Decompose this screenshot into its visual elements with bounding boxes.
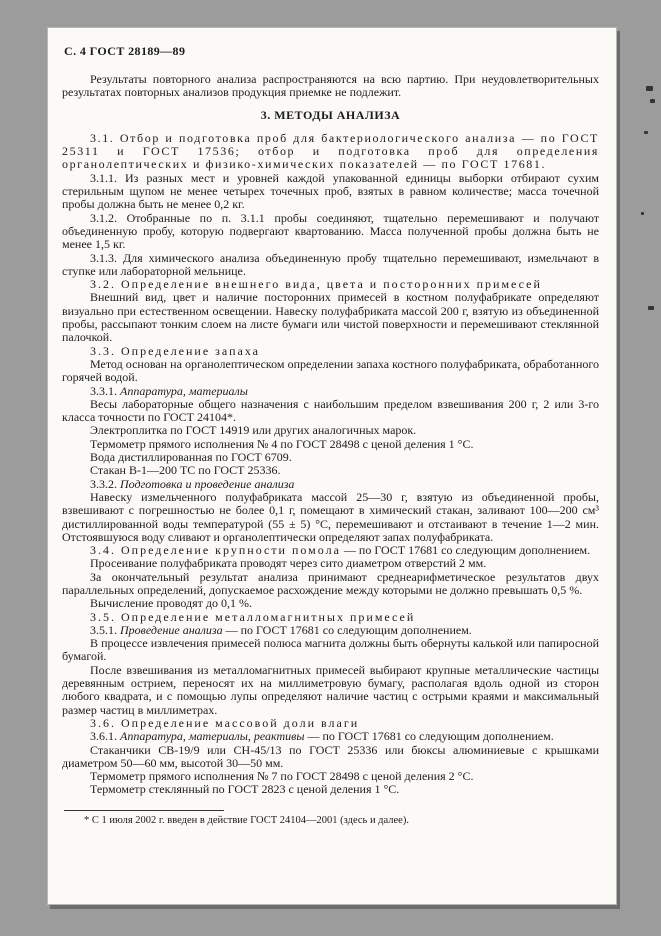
text-segment: 3. МЕТОДЫ АНАЛИЗА	[260, 107, 401, 122]
text-segment: Вода дистиллированная по ГОСТ 6709.	[90, 450, 292, 465]
text-segment: 3.6. Определение массовой доли влаги	[90, 715, 360, 730]
para-3-3-body	[62, 358, 599, 385]
text-segment: 3.2. Определение внешнего вида, цвета и посторонних примесей	[90, 277, 542, 292]
text-segment: Термометр прямого исполнения № 4 по ГОСТ 28498 с ценой деления 1 °С.	[90, 436, 474, 451]
text-segment: Электроплитка по ГОСТ 14919 или других аналогичных марок.	[90, 423, 417, 438]
para-water	[62, 451, 599, 464]
text-segment: 3.1.1. Из разных мест и уровней каждой упакованной единицы выборки отбирают сухим стерильным щупом не менее четырех точечных проб, взятых в равном количестве; масса точечной пробы должна быть не менее 0,2 кг.	[62, 170, 599, 212]
page-header: С. 4 ГОСТ 28189—89	[64, 44, 186, 58]
para-thermometer-4	[62, 438, 599, 451]
section-heading	[62, 109, 599, 122]
document-body	[62, 73, 599, 797]
para-3-3-heading	[62, 345, 599, 358]
para-cups	[62, 744, 599, 771]
para-3-2-heading	[62, 278, 599, 291]
text-segment: 3.6.1.	[90, 729, 120, 744]
footnote-rule	[64, 810, 224, 811]
text-segment: Аппаратура, материалы, реактивы	[120, 729, 305, 744]
text-segment: 3.4. Определение крупности помола	[90, 543, 341, 558]
para-3-1-1	[62, 172, 599, 212]
text-segment: Вычисление проводят до 0,1 %.	[90, 596, 252, 611]
para-3-1	[62, 132, 599, 172]
scan-artifact	[648, 306, 654, 310]
para-3-5-heading	[62, 611, 599, 624]
scan-artifact	[650, 99, 655, 103]
text-segment: — по ГОСТ 17681 со следующим дополнением.	[304, 729, 554, 744]
footnote	[64, 810, 599, 827]
scan-artifact	[646, 86, 653, 91]
para-thermometer-glass	[62, 783, 599, 796]
text-segment: Метод основан на органолептическом определении запаха костного полуфабриката, обработанного горячей водой.	[62, 356, 599, 385]
text-segment: 3.5.1.	[90, 622, 120, 637]
para-results	[62, 73, 599, 100]
para-3-6-1	[62, 730, 599, 743]
text-segment: Навеску измельченного полуфабриката массой 25—30 г, взятую из объединенной пробы, взвешивают с погрешностью не более 0,1 г, помещают в химический стакан, заливают 100—200 см³ дистиллированной воды температурой (55 ± 5) °С, перемешивают и отстаивают в течение 1—2 мин. Отстоявшуюся воду сливают и органолептически определяют запах полуфабриката.	[62, 489, 599, 544]
para-3-1-3	[62, 252, 599, 279]
text-segment: 3.1. Отбор и подготовка проб для бактериологического анализа — по ГОСТ 25311 и ГОСТ 17536; отбор и подготовка проб для определения органолептических и физико-химических показателей — по ГОСТ 17681.	[62, 130, 599, 172]
text-segment: После взвешивания из металломагнитных примесей выбирают крупные металлические частицы деревянным острием, переносят их на миллиметровую бумагу, располагая вдоль одной из сторон любого квадрата, и с помощью лупы определяют наличие частиц с острыми краями и максимальный размер частиц в миллиметрах.	[62, 662, 599, 717]
para-sieving	[62, 557, 599, 570]
scan-artifact	[644, 131, 648, 134]
text-segment: Весы лабораторные общего назначения с наибольшим пределом взвешивания 200 г, 2 или 3-го класса точности по ГОСТ 24104*.	[62, 396, 599, 425]
text-segment: 3.3. Определение запаха	[90, 343, 260, 358]
para-3-3-1	[62, 385, 599, 398]
para-3-1-2	[62, 212, 599, 252]
para-3-2-body	[62, 291, 599, 344]
text-segment: Подготовка и проведение анализа	[120, 476, 295, 491]
para-final-result	[62, 571, 599, 598]
text-segment: — по ГОСТ 17681 со следующим дополнением.	[340, 543, 591, 558]
document-page	[47, 27, 617, 905]
text-segment: Результаты повторного анализа распространяются на всю партию. При неудовлетворительных результатах повторных анализов продукция приемке не подлежит.	[62, 72, 599, 100]
text-segment: Термометр прямого исполнения № 7 по ГОСТ 28498 с ценой деления 2 °С.	[90, 769, 474, 784]
text-segment: 3.1.3. Для химического анализа объединенную пробу тщательно перемешивают, измельчают в ступке или лабораторной мельнице.	[62, 250, 599, 278]
text-segment: Стаканчики СВ-19/9 или СН-45/13 по ГОСТ 25336 или бюксы алюминиевые с крышками диаметром 50—60 мм, высотой 30—50 мм.	[62, 742, 599, 770]
para-hotplate	[62, 424, 599, 437]
para-3-6-heading	[62, 717, 599, 730]
para-3-4	[62, 544, 599, 557]
text-segment: 3.1.2. Отобранные по п. 3.1.1 пробы соединяют, тщательно перемешивают и получают объединенную пробу, которую подвергают квартованию. Масса полученной пробы должна быть не менее 1,5 кг.	[62, 210, 599, 252]
text-segment: Термометр стеклянный по ГОСТ 2823 с ценой деления 1 °С.	[90, 782, 400, 797]
para-thermometer-7	[62, 770, 599, 783]
text-segment: Аппаратура, материалы	[120, 383, 248, 398]
para-magnet	[62, 637, 599, 664]
text-segment: Проведение анализа	[120, 622, 223, 637]
footnote-text: * С 1 июля 2002 г. введен в действие ГОСТ 24104—2001 (здесь и далее).	[84, 814, 409, 826]
text-segment: — по ГОСТ 17681 со следующим дополнением.	[222, 622, 472, 637]
text-segment: В процессе извлечения примесей полюса магнита должны быть обернуты калькой или папиросной бумагой.	[62, 636, 599, 664]
para-scales	[62, 398, 599, 425]
para-after-weighing	[62, 664, 599, 717]
text-segment: 3.3.1.	[90, 383, 120, 398]
text-segment: Просеивание полуфабриката проводят через сито диаметром отверстий 2 мм.	[90, 556, 487, 571]
text-segment: Стакан В-1—200 ТС по ГОСТ 25336.	[90, 463, 281, 478]
para-calculation	[62, 597, 599, 610]
para-3-3-2	[62, 478, 599, 491]
text-segment: За окончательный результат анализа принимают среднеарифметическое результатов двух параллельных определений, допускаемое расхождение между которыми не должно превышать 0,5 %.	[62, 569, 599, 597]
para-3-5-1	[62, 624, 599, 637]
para-3-3-2-body	[62, 491, 599, 544]
text-segment: 3.3.2.	[90, 476, 120, 491]
text-segment: Внешний вид, цвет и наличие посторонних примесей в костном полуфабрикате определяют визуально при естественном освещении. Навеску полуфабриката массой 200 г, взятую из объединенной пробы, рассыпают тонким слоем на листе бумаги или чистой поверхности и перемешивают стеклянной палочкой.	[62, 290, 599, 345]
para-beaker	[62, 464, 599, 477]
text-segment: 3.5. Определение металломагнитных примесей	[90, 609, 416, 624]
scan-artifact	[641, 212, 644, 215]
